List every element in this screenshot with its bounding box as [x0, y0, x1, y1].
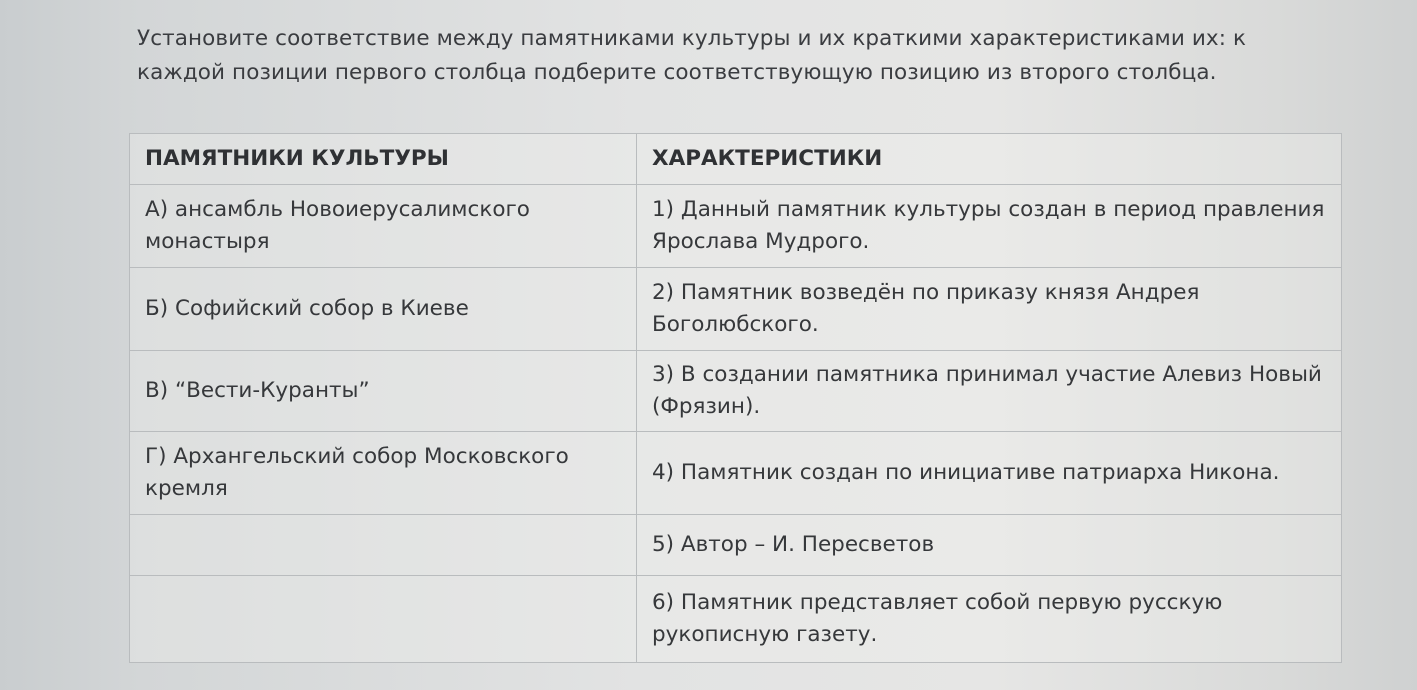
- characteristic-cell: 4) Памятник создан по инициативе патриарха Никона.: [637, 432, 1342, 515]
- table-row: [130, 351, 1342, 432]
- table-row: [130, 185, 1342, 268]
- table-row: [130, 515, 1342, 576]
- characteristic-cell: 5) Автор – И. Пересветов: [637, 515, 1342, 576]
- empty-cell: [130, 515, 637, 576]
- characteristic-cell: 3) В создании памятника принимал участие Алевиз Новый (Фрязин).: [637, 351, 1342, 432]
- header-characteristics: ХАРАКТЕРИСТИКИ: [637, 134, 1342, 185]
- characteristic-cell: 2) Памятник возведён по приказу князя Андрея Боголюбского.: [637, 268, 1342, 351]
- empty-cell: [130, 576, 637, 663]
- table-row: [130, 576, 1342, 663]
- monument-cell: Г) Архангельский собор Московского кремля: [130, 432, 637, 515]
- table-row: [130, 432, 1342, 515]
- monument-cell: А) ансамбль Новоиерусалимского монастыря: [130, 185, 637, 268]
- characteristic-cell: 1) Данный памятник культуры создан в период правления Ярослава Мудрого.: [637, 185, 1342, 268]
- table-header-row: [130, 134, 1342, 185]
- header-monuments: ПАМЯТНИКИ КУЛЬТУРЫ: [130, 134, 637, 185]
- characteristic-cell: 6) Памятник представляет собой первую русскую рукописную газету.: [637, 576, 1342, 663]
- task-instruction: Установите соответствие между памятниками культуры и их краткими характеристиками их: к каждой позиции первого столбца подберите соответствующую позицию из второго столбца.: [137, 26, 1247, 85]
- monument-cell: В) “Вести-Куранты”: [130, 351, 637, 432]
- monument-cell: Б) Софийский собор в Киеве: [130, 268, 637, 351]
- matching-table: [129, 133, 1342, 663]
- table-row: [130, 268, 1342, 351]
